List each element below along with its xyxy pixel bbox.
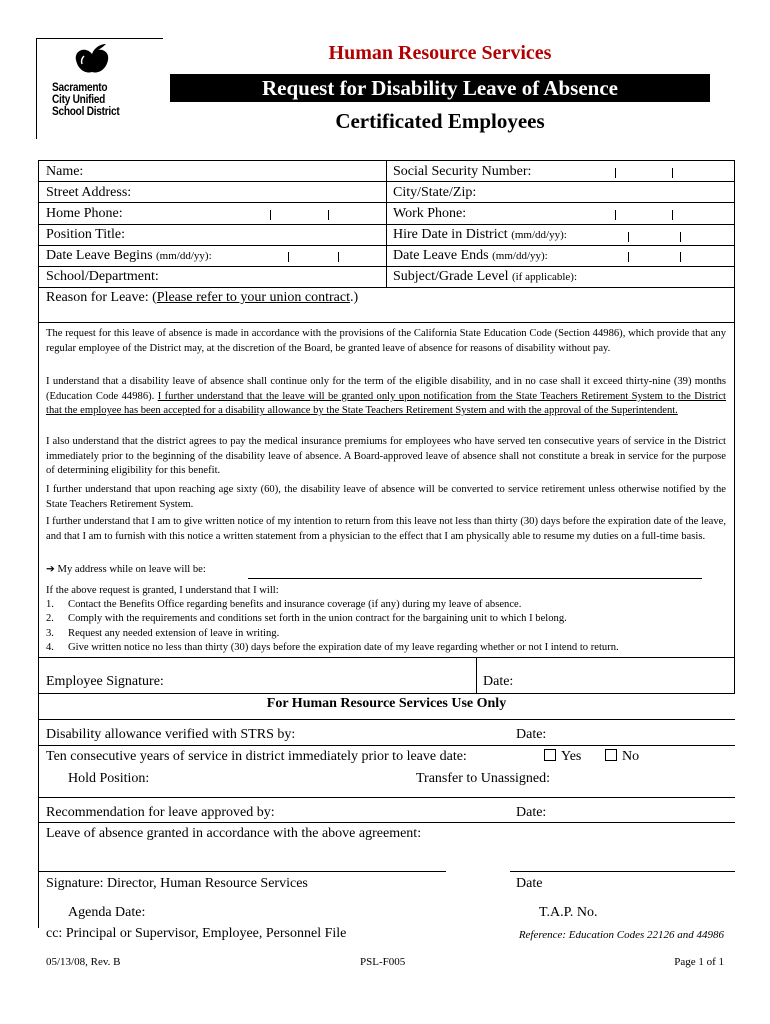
district-logo-text: Sacramento City Unified School District <box>52 82 120 118</box>
director-date-label: Date <box>516 876 543 891</box>
position-title-field[interactable]: Position Title: <box>46 227 125 242</box>
director-date-line[interactable] <box>510 871 735 872</box>
home-phone-field[interactable]: Home Phone: <box>46 206 123 221</box>
list-item: 4. Give written notice no less than thirty (30) days before the expiration date of my leave regarding whether or not I intend to return. <box>46 641 619 653</box>
strs-verified-field[interactable]: Disability allowance verified with STRS by: <box>46 727 296 742</box>
list-item: 2. Comply with the requirements and conditions set forth in the union contract for the bargaining unit to which I belong. <box>46 613 567 625</box>
ten-years-question: Ten consecutive years of service in district immediately prior to leave date: <box>46 749 467 764</box>
street-address-field[interactable]: Street Address: <box>46 185 132 200</box>
school-department-field[interactable]: School/Department: <box>46 269 159 284</box>
yes-checkbox[interactable]: Yes <box>544 749 581 765</box>
list-item: 3. Request any needed extension of leave in writing. <box>46 627 280 639</box>
leave-ends-field[interactable]: Date Leave Ends (mm/dd/yy): <box>393 248 548 263</box>
form-title: Request for Disability Leave of Absence <box>170 74 710 102</box>
revision-date: 05/13/08, Rev. B <box>46 956 121 968</box>
hire-date-field[interactable]: Hire Date in District (mm/dd/yy): <box>393 227 567 242</box>
paragraph-return-notice: I further understand that I am to give written notice of my intention to return from this leave not less than thirty (30) days before the expiration date of the leave, and that I am to furnish with this notice a written statement from a physician to the effect that I am physically able to resume my duties on a full-time basis. <box>46 516 726 542</box>
employee-signature-field[interactable]: Employee Signature: <box>46 674 164 689</box>
cc-line: cc: Principal or Supervisor, Employee, Personnel File <box>46 926 347 941</box>
city-state-zip-field[interactable]: City/State/Zip: <box>393 185 477 200</box>
subject-grade-field[interactable]: Subject/Grade Level (if applicable): <box>393 269 578 284</box>
director-signature-label: Signature: Director, Human Resource Services <box>46 876 308 891</box>
obligations-list: If the above request is granted, I understand that I will: 1. Contact the Benefits Office regarding benefits and insurance coverage (if any) during my leave of absence. 2. Comply with the requirements and conditions set forth in the union contract for the bargaining unit to which I belong. 3. Request any needed extension of leave in writing. 4. Give written notice no less than thirty (30) days before the expiration date of my leave regarding whether or not I intend to return. <box>46 584 736 655</box>
checkbox-icon <box>605 749 617 761</box>
leave-begins-field[interactable]: Date Leave Begins (mm/dd/yy): <box>46 248 212 263</box>
page-number: Page 1 of 1 <box>674 956 724 968</box>
leave-granted-statement: Leave of absence granted in accordance with the above agreement: <box>46 826 422 841</box>
arrow-icon: ➔ <box>46 564 55 575</box>
recommendation-date-field[interactable]: Date: <box>516 805 547 820</box>
hold-position-field[interactable]: Hold Position: <box>68 771 150 786</box>
paragraph-term: I understand that a disability leave of absence shall continue only for the term of the eligible disability, and in no case shall it exceed thirty-nine (39) months (Education Code 44986). I further understand that the leave will be granted only upon notification from the State Teachers Retirement System to the District that the employee has been accepted for a disability allowance by the State Teachers Retirement System and with the approval of the Superintendent. <box>46 376 727 417</box>
agenda-date-field[interactable]: Agenda Date: <box>68 905 146 920</box>
apple-logo-icon <box>72 42 112 80</box>
director-signature-line[interactable] <box>38 871 446 872</box>
name-field[interactable]: Name: <box>46 164 84 179</box>
recommendation-field[interactable]: Recommendation for leave approved by: <box>46 805 275 820</box>
address-input-line[interactable] <box>248 578 702 579</box>
ssn-field[interactable]: Social Security Number: <box>393 164 532 179</box>
no-checkbox[interactable]: No <box>605 749 639 765</box>
office-use-heading: For Human Resource Services Use Only <box>266 696 507 711</box>
paragraph-retirement: I further understand that upon reaching age sixty (60), the disability leave of absence will be converted to service retirement unless otherwise notified by the State Teachers Retirement System. <box>46 484 726 510</box>
work-phone-field[interactable]: Work Phone: <box>393 206 467 221</box>
paragraph-insurance: I also understand that the district agrees to pay the medical insurance premiums for employees who have served ten consecutive years of service in the District immediately prior to the beginning of the disability leave of absence. A Board-approved leave of absence shall not constitute a break in service for the purpose of determining eligibility for this benefit. <box>46 436 726 477</box>
address-while-on-leave: ➔ My address while on leave will be: <box>46 564 206 575</box>
form-code: PSL-F005 <box>360 956 406 968</box>
paragraph-provisions: The request for this leave of absence is made in accordance with the provisions of the California State Education Code (Section 44986), which provide that any regular employee of the District may, at the discretion of the Board, be granted leave of absence for reasons of disability without pay. <box>46 328 726 354</box>
reference-note: Reference: Education Codes 22126 and 44986 <box>518 929 724 941</box>
transfer-unassigned-field[interactable]: Transfer to Unassigned: <box>416 771 551 786</box>
union-contract-link[interactable]: Please refer to your union contract <box>156 290 351 305</box>
checkbox-icon <box>544 749 556 761</box>
org-name: Human Resource Services <box>328 42 552 64</box>
list-item: 1. Contact the Benefits Office regarding benefits and insurance coverage (if any) during my leave of absence. <box>46 599 522 611</box>
tap-number-field[interactable]: T.A.P. No. <box>539 905 598 920</box>
reason-for-leave-field[interactable]: Reason for Leave: (Please refer to your union contract.) <box>46 290 359 305</box>
form-subtitle: Certificated Employees <box>335 109 545 133</box>
strs-date-field[interactable]: Date: <box>516 727 547 742</box>
employee-date-field[interactable]: Date: <box>483 674 514 689</box>
